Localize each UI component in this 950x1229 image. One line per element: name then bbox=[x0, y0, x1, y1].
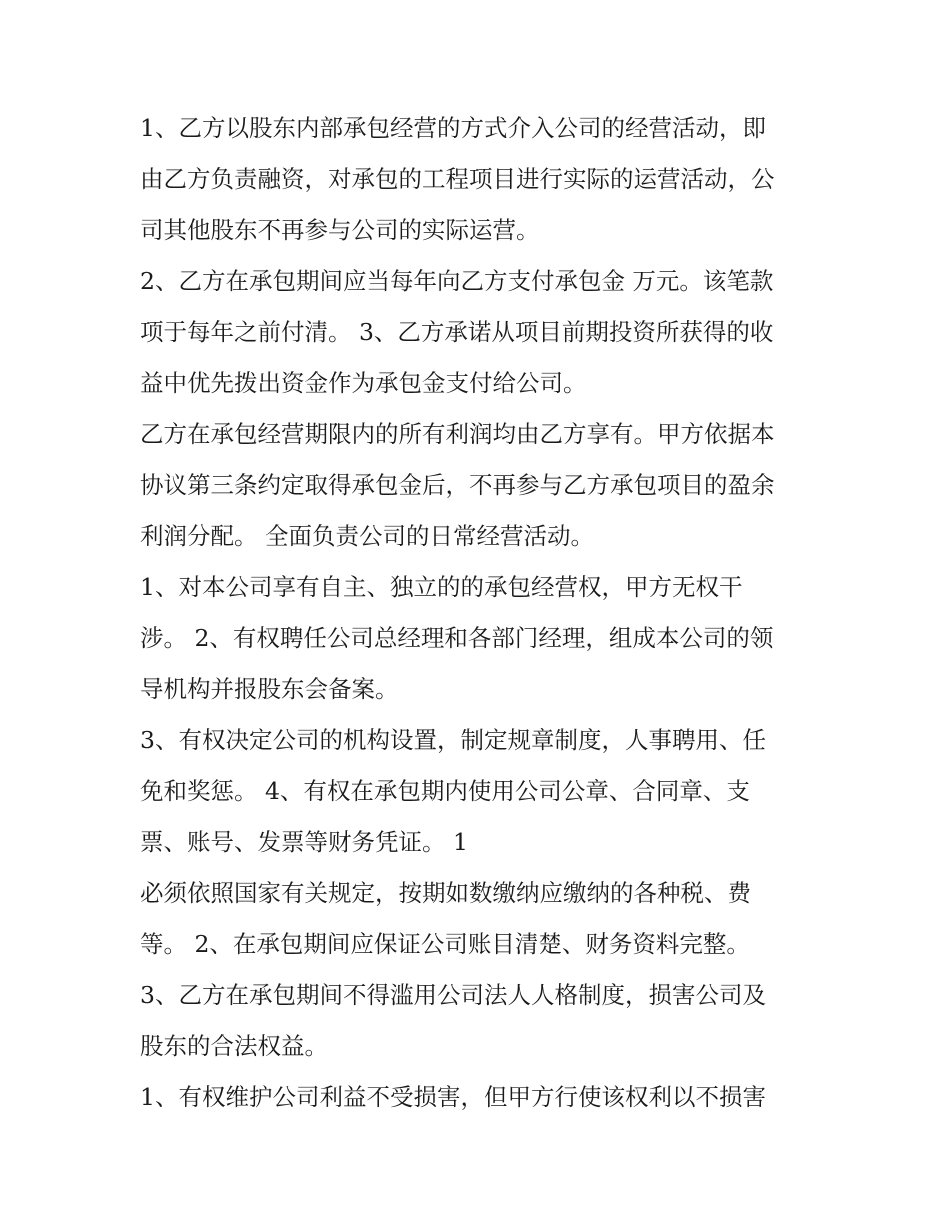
text-line: 免和奖惩。 4、有权在承包期内使用公司公章、合同章、支 bbox=[140, 777, 750, 805]
text-line: 项于每年之前付清。 3、乙方承诺从项目前期投资所获得的收 bbox=[140, 318, 774, 346]
text-line: 由乙方负责融资，对承包的工程项目进行实际的运营活动，公 bbox=[140, 165, 775, 193]
text-line: 协议第三条约定取得承包金后，不再参与乙方承包项目的盈余 bbox=[140, 471, 775, 499]
text-line: 1、有权维护公司利益不受损害，但甲方行使该权利以不损害 bbox=[140, 1083, 766, 1111]
text-line: 1、乙方以股东内部承包经营的方式介入公司的经营活动，即 bbox=[140, 114, 766, 142]
text-line: 涉。 2、有权聘任公司总经理和各部门经理，组成本公司的领 bbox=[140, 624, 774, 652]
text-line: 3、乙方在承包期间不得滥用公司法人人格制度，损害公司及 bbox=[140, 981, 766, 1009]
text-line: 利润分配。 全面负责公司的日常经营活动。 bbox=[140, 522, 594, 550]
text-line: 导机构并报股东会备案。 bbox=[140, 675, 399, 703]
text-line: 2、乙方在承包期间应当每年向乙方支付承包金 万元。该笔款 bbox=[140, 267, 774, 295]
text-line: 必须依照国家有关规定，按期如数缴纳应缴纳的各种税、费 bbox=[140, 879, 751, 907]
text-line: 1、对本公司享有自主、独立的的承包经营权，甲方无权干 bbox=[140, 573, 743, 601]
text-line: 股东的合法权益。 bbox=[140, 1032, 328, 1060]
text-line: 3、有权决定公司的机构设置，制定规章制度，人事聘用、任 bbox=[140, 726, 766, 754]
document-body bbox=[140, 103, 830, 1123]
text-line: 等。 2、在承包期间应保证公司账目清楚、财务资料完整。 bbox=[140, 930, 750, 958]
text-line: 益中优先拨出资金作为承包金支付给公司。 bbox=[140, 369, 587, 397]
text-line: 司其他股东不再参与公司的实际运营。 bbox=[140, 216, 540, 244]
text-line: 票、账号、发票等财务凭证。 1 bbox=[140, 828, 468, 856]
text-line: 乙方在承包经营期限内的所有利润均由乙方享有。甲方依据本 bbox=[140, 420, 775, 448]
